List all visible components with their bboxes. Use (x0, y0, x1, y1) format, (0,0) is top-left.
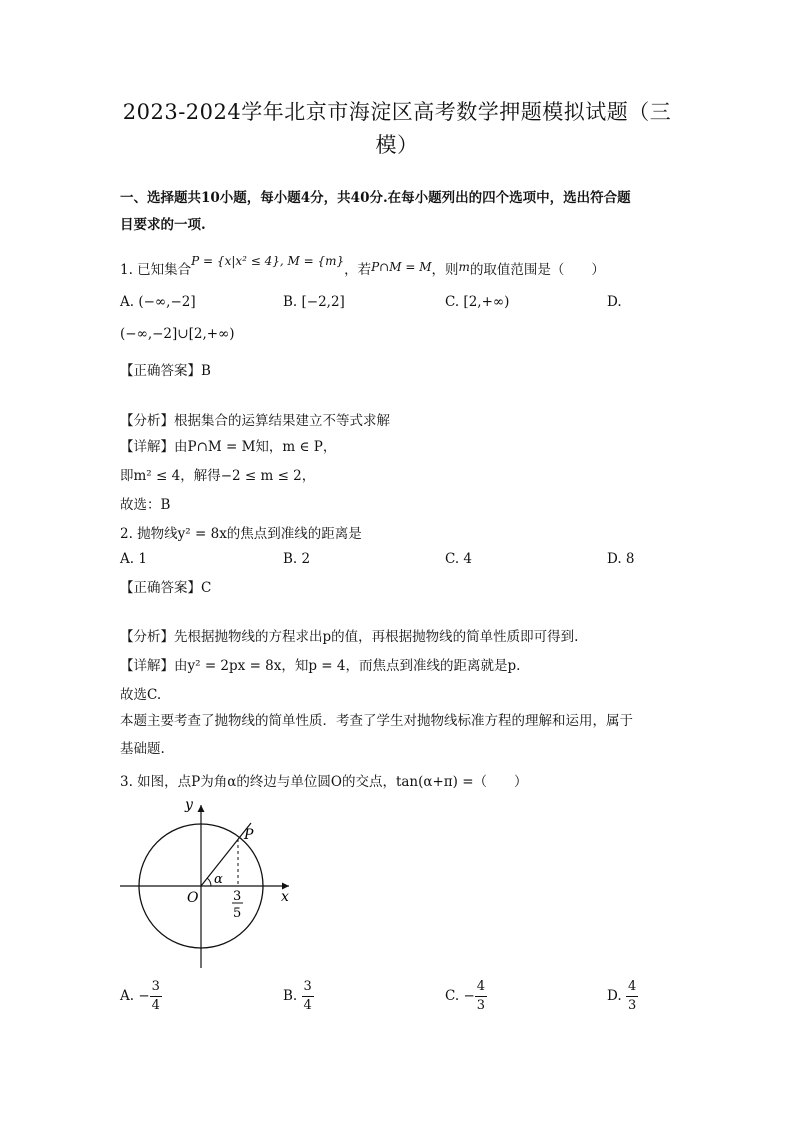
q1-set-definition: P = {x|x² ≤ 4}, M = {m} (191, 254, 345, 268)
denominator: 4 (151, 998, 160, 1013)
q1-analysis: 【分析】根据集合的运算结果建立不等式求解 (120, 413, 390, 429)
q3-option-a-sign: − (138, 988, 150, 1004)
angle-arc (207, 878, 211, 886)
point-p-label: P (244, 827, 254, 843)
fraction-numerator: 3 (233, 889, 242, 904)
q3-option-c-label: C. (445, 988, 460, 1004)
q1-stem (120, 254, 605, 278)
fraction-denominator: 5 (233, 906, 242, 921)
q3-option-b (283, 978, 314, 1015)
alpha-label: α (214, 872, 223, 887)
numerator: 4 (475, 978, 487, 997)
q1-option-d-value: (−∞,−2]∪[2,+∞) (120, 326, 235, 342)
denominator: 3 (627, 998, 637, 1013)
section-heading-line-1: 一、选择题共10小题，每小题4分，共40分.在每小题列出的四个选项中，选出符合题 (120, 190, 631, 206)
q1-detail-line-2: 即m² ≤ 4，解得−2 ≤ m ≤ 2， (120, 468, 316, 484)
numerator: 3 (302, 978, 314, 997)
q1-option-b: B. [−2,2] (283, 294, 345, 310)
unit-circle-figure (115, 795, 305, 975)
q1-detail-line-1: 【详解】由P∩M = M知，m ∈ P， (120, 439, 337, 455)
q1-option-c: C. [2,+∞) (445, 294, 510, 310)
q3-option-a-label: A. (120, 988, 135, 1004)
title-line-1: 2023-2024学年北京市海淀区高考数学押题模拟试题（三 (122, 100, 672, 124)
q1-option-d-label: D. (607, 294, 622, 310)
q3-option-c (445, 978, 487, 1015)
numerator: 3 (150, 978, 162, 997)
q1-choice: 故选：B (120, 497, 171, 513)
q3-option-b-label: B. (283, 988, 298, 1004)
denominator: 4 (303, 998, 312, 1013)
q1-stem-text-2: ，若 (344, 262, 372, 278)
q1-option-a: A. (−∞,−2] (120, 294, 196, 310)
q3-option-d (607, 978, 638, 1015)
q3-option-a (120, 978, 162, 1015)
denominator: 3 (476, 998, 486, 1013)
q2-analysis: 【分析】先根据抛物线的方程求出p的值，再根据抛物线的简单性质即可得到. (120, 629, 579, 645)
q1-answer: 【正确答案】B (120, 363, 211, 379)
q3-option-c-sign: − (463, 988, 475, 1004)
x-axis-label: x (281, 889, 289, 905)
title-line-2: 模） (375, 133, 419, 157)
q2-option-b: B. 2 (283, 551, 311, 567)
q2-answer: 【正确答案】C (120, 580, 212, 596)
origin-label: O (187, 890, 199, 906)
q2-option-a: A. 1 (120, 551, 147, 567)
q1-stem-text: 1. 已知集合 (120, 262, 192, 278)
q1-stem-text-4: 的取值范围是（ ） (469, 262, 605, 278)
q3-stem: 3. 如图，点P为角α的终边与单位圆O的交点，tan(α+π) =（ ） (120, 774, 528, 790)
q2-stem: 2. 抛物线y² = 8x的焦点到准线的距离是 (120, 526, 362, 542)
q1-condition: P∩M = M (371, 260, 432, 274)
section-heading-line-2: 目要求的一项. (120, 217, 206, 233)
q3-option-a-fraction (150, 978, 162, 1015)
q2-option-d: D. 8 (607, 551, 635, 567)
numerator: 4 (626, 978, 638, 997)
q3-option-b-fraction (302, 978, 314, 1015)
q3-option-c-fraction (475, 978, 487, 1015)
q2-comment-line-2: 基础题. (120, 741, 165, 757)
q1-variable: m (458, 260, 470, 274)
q1-stem-text-3: ，则 (431, 262, 459, 278)
q3-option-d-fraction (626, 978, 638, 1015)
page-title (100, 96, 694, 162)
q2-detail: 【详解】由y² = 2px = 8x，知p = 4，而焦点到准线的距离就是p. (120, 658, 521, 674)
q2-choice: 故选C. (120, 687, 162, 703)
y-axis-label: y (185, 797, 193, 813)
q2-comment-line-1: 本题主要考查了抛物线的简单性质．考查了学生对抛物线标准方程的理解和运用，属于 (120, 713, 633, 729)
q3-option-d-label: D. (607, 988, 622, 1004)
q2-option-c: C. 4 (445, 551, 473, 567)
